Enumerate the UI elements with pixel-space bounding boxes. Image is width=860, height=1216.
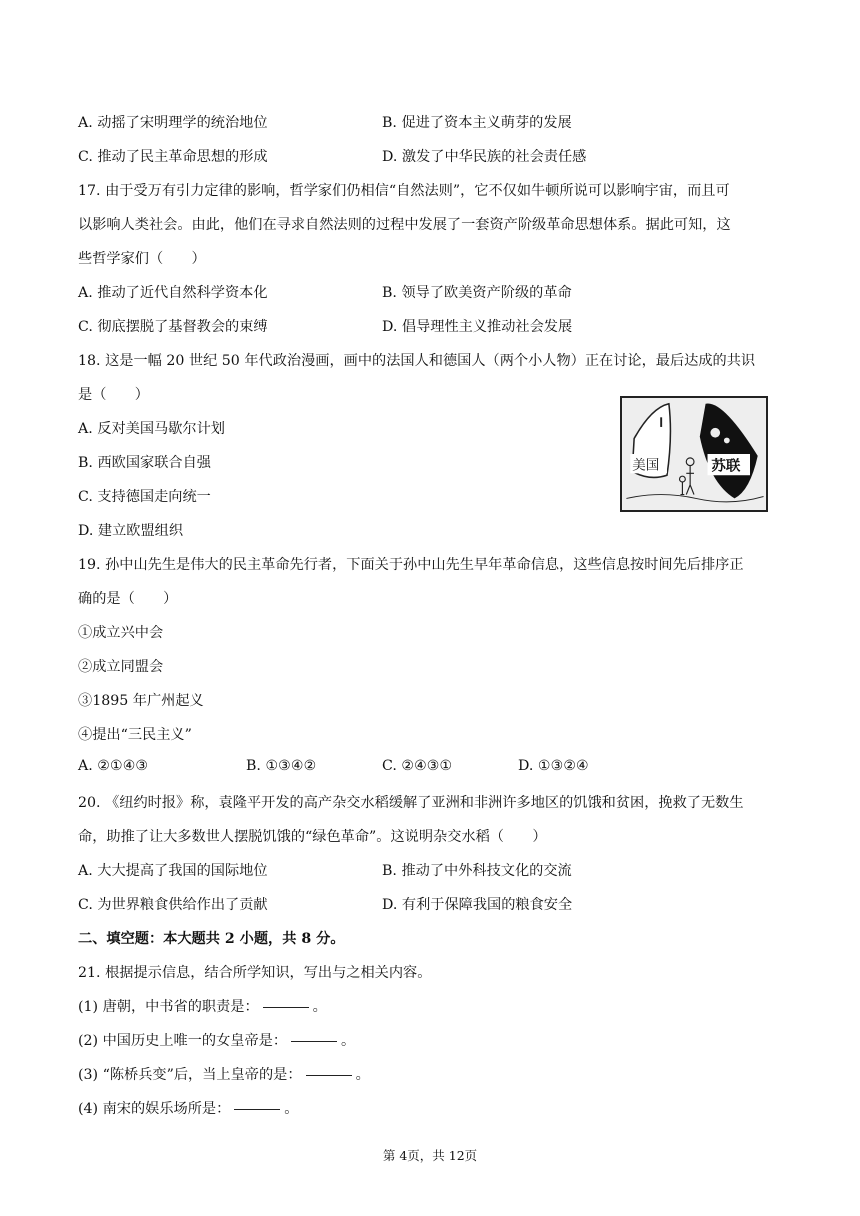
q19-item-1: ①成立兴中会	[78, 625, 164, 641]
q17-option-c: C. 彻底摆脱了基督教会的束缚	[78, 319, 268, 335]
answer-blank[interactable]	[306, 1075, 352, 1076]
q19-stem-line-2: 确的是（ ）	[78, 591, 178, 607]
q20-option-b: B. 推动了中外科技文化的交流	[382, 863, 572, 879]
period: 。	[284, 1101, 299, 1117]
q20-option-a: A. 大大提高了我国的国际地位	[78, 863, 268, 879]
cartoon-label-left: 美国	[632, 457, 660, 474]
q21-part-1-text: (1) 唐朝，中书省的职责是：	[78, 999, 259, 1015]
q18-option-c: C. 支持德国走向统一	[78, 489, 211, 505]
q19-item-3: ③1895 年广州起义	[78, 693, 204, 709]
q19-stem-line-1: 19. 孙中山先生是伟大的民主革命先行者，下面关于孙中山先生早年革命信息，这些信息按时间先后排序正	[78, 557, 744, 573]
q18-option-b: B. 西欧国家联合自强	[78, 455, 211, 471]
q19-option-b: B. ①③④②	[246, 758, 317, 774]
answer-blank[interactable]	[263, 1007, 309, 1008]
period: 。	[341, 1033, 356, 1049]
q21-part-3	[78, 1064, 370, 1084]
q19-option-c: C. ②④③①	[382, 758, 453, 774]
q21-part-4	[78, 1098, 299, 1118]
q21-part-2	[78, 1030, 355, 1050]
q17-stem-line-2: 以影响人类社会。由此，他们在寻求自然法则的过程中发展了一套资产阶级革命思想体系。据此可知，这	[78, 217, 731, 233]
q19-item-2: ②成立同盟会	[78, 659, 164, 675]
q16-option-c: C. 推动了民主革命思想的形成	[78, 149, 268, 165]
q19-option-a: A. ②①④③	[78, 758, 149, 774]
q17-stem-line-3: 些哲学家们（ ）	[78, 251, 206, 267]
q16-option-a: A. 动摇了宋明理学的统治地位	[78, 115, 268, 131]
q16-option-b: B. 促进了资本主义萌芽的发展	[382, 115, 572, 131]
q17-stem-line-1: 17. 由于受万有引力定律的影响，哲学家们仍相信“自然法则”，它不仅如牛顿所说可以影响宇宙，而且可	[78, 183, 730, 199]
q18-option-d: D. 建立欧盟组织	[78, 523, 184, 539]
cartoon-label-right: 苏联	[711, 457, 741, 475]
period: 。	[312, 999, 327, 1015]
q19-option-d: D. ①③②④	[518, 758, 589, 774]
q21-stem: 21. 根据提示信息，结合所学知识，写出与之相关内容。	[78, 965, 432, 981]
q20-stem-line-2: 命，助推了让大多数世人摆脱饥饿的“绿色革命”。这说明杂交水稻（ ）	[78, 829, 547, 845]
section-2-title: 二、填空题：本大题共 2 小题，共 8 分。	[78, 931, 345, 947]
q18-stem-line-1: 18. 这是一幅 20 世纪 50 年代政治漫画，画中的法国人和德国人（两个小人物）正在讨论，最后达成的共识	[78, 353, 756, 369]
page-footer: 第 4页，共 12页	[382, 1148, 478, 1163]
q21-part-2-text: (2) 中国历史上唯一的女皇帝是：	[78, 1033, 288, 1049]
q20-option-c: C. 为世界粮食供给作出了贡献	[78, 897, 268, 913]
q17-option-d: D. 倡导理性主义推动社会发展	[382, 319, 573, 335]
q17-option-a: A. 推动了近代自然科学资本化	[78, 285, 268, 301]
period: 。	[355, 1067, 370, 1083]
q18-option-a: A. 反对美国马歇尔计划	[78, 421, 225, 437]
answer-blank[interactable]	[291, 1041, 337, 1042]
q17-option-b: B. 领导了欧美资产阶级的革命	[382, 285, 572, 301]
q21-part-3-text: (3) “陈桥兵变”后，当上皇帝的是：	[78, 1067, 302, 1083]
q18-stem-line-2: 是（ ）	[78, 387, 149, 403]
cartoon-drawing	[622, 398, 766, 510]
political-cartoon-image	[620, 396, 768, 512]
q16-option-d: D. 激发了中华民族的社会责任感	[382, 149, 587, 165]
q20-option-d: D. 有利于保障我国的粮食安全	[382, 897, 573, 913]
answer-blank[interactable]	[234, 1109, 280, 1110]
q20-stem-line-1: 20. 《纽约时报》称，袁隆平开发的高产杂交水稻缓解了亚洲和非洲许多地区的饥饿和贫困，挽救了无数生	[78, 795, 744, 811]
q19-item-4: ④提出“三民主义”	[78, 727, 192, 743]
q21-part-1	[78, 996, 327, 1016]
q21-part-4-text: (4) 南宋的娱乐场所是：	[78, 1101, 231, 1117]
